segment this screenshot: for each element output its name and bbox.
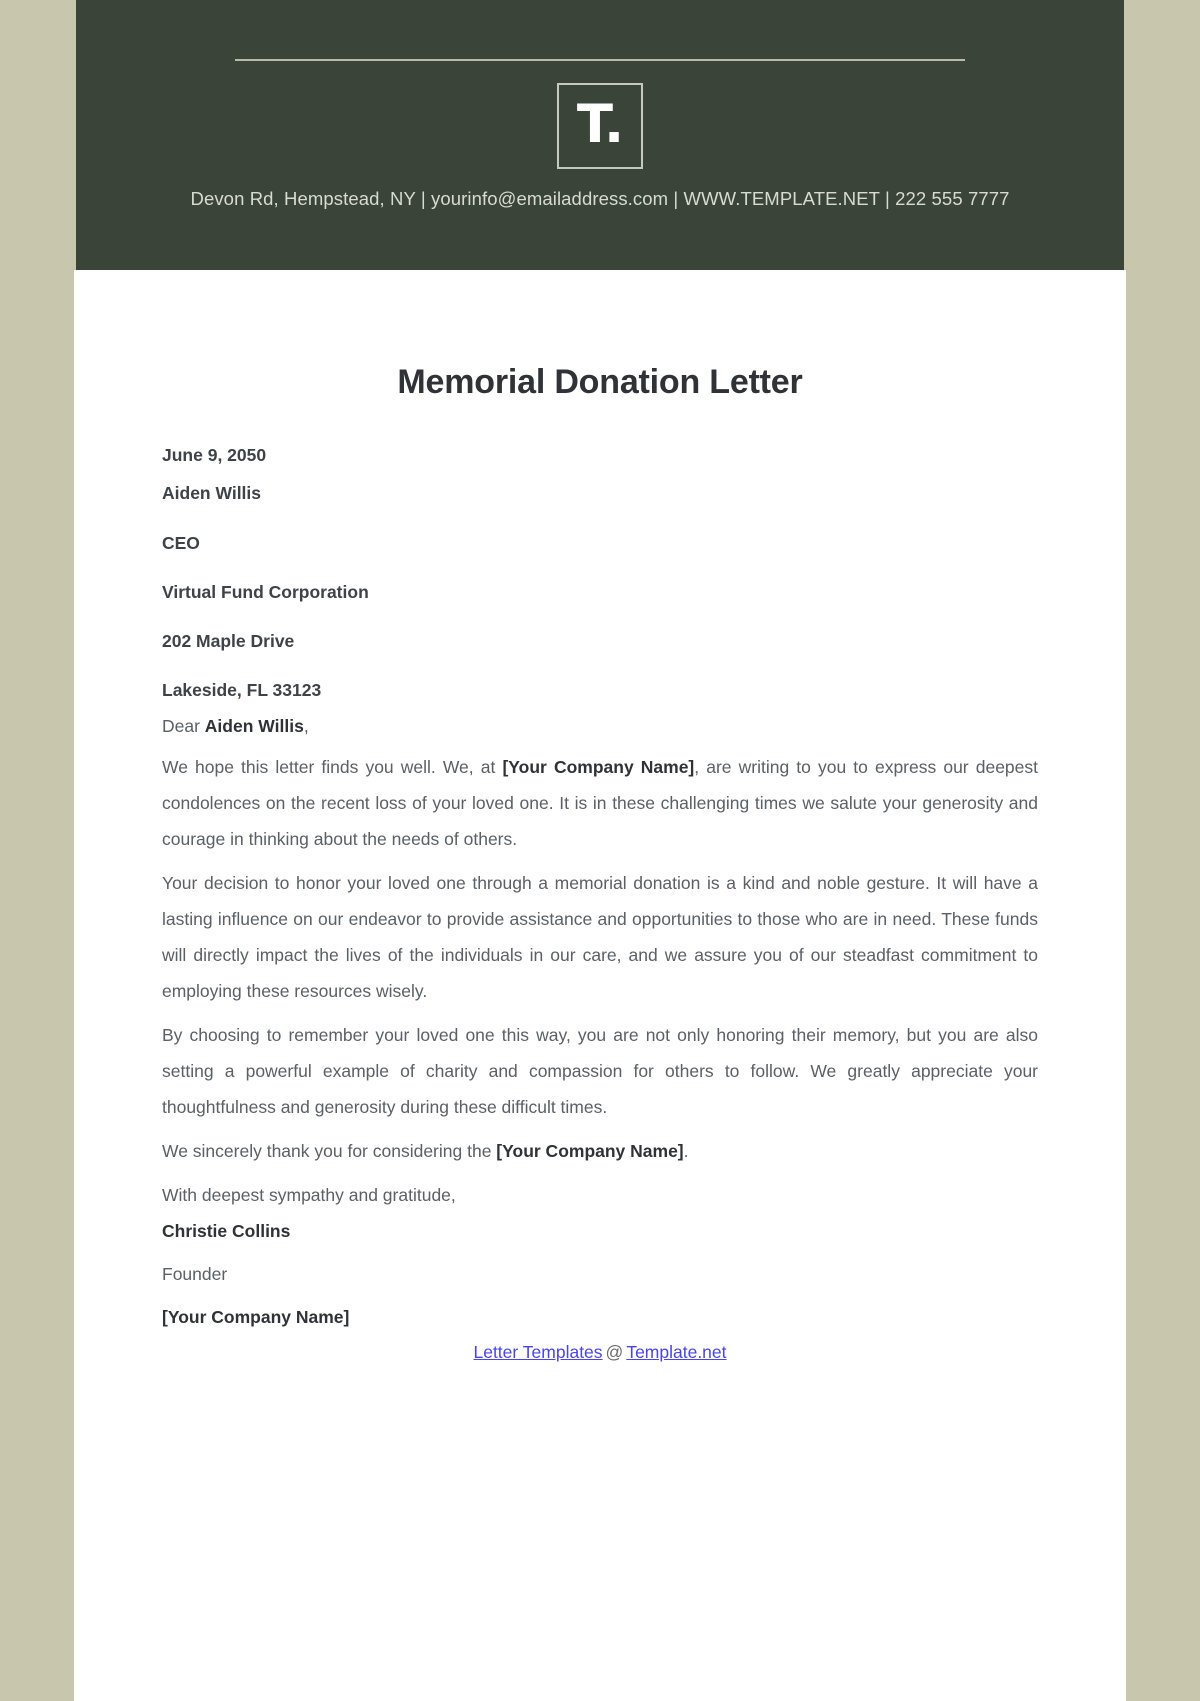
header-divider-rule <box>235 59 965 61</box>
letter-body <box>74 270 1126 1363</box>
recipient-job-title: CEO <box>162 532 200 553</box>
paragraph-text: , are writing to you to express our deepest condolences on the recent loss of your loved one. It is in these challenging times we salute your generosity and courage in thinking about the needs of others. <box>162 756 1039 849</box>
letterhead-header <box>74 0 1126 270</box>
letter-templates-link[interactable]: Letter Templates <box>473 1341 603 1362</box>
recipient-street: 202 Maple Drive <box>162 631 295 651</box>
page-title: Memorial Donation Letter <box>397 363 803 401</box>
letter-paragraph <box>162 1133 1038 1169</box>
document-page <box>74 0 1126 1701</box>
brand-logo <box>557 83 643 169</box>
paragraph-emphasis: [Your Company Name] <box>496 1140 684 1161</box>
paragraph-text: Your decision to honor your loved one through a memorial donation is a kind and noble gesture. It will have a lasting influence on our endeavor to provide assistance and opportunities to those who are in need. These funds will directly impact the lives of the individuals in our care, and we assure you of our steadfast commitment to employing these resources wisely. <box>162 872 1038 1001</box>
salutation-name: Aiden Willis <box>204 715 304 736</box>
letter-paragraph <box>162 749 1038 857</box>
salutation-line <box>162 716 1038 737</box>
signature-role: Founder <box>162 1263 228 1284</box>
letter-paragraph <box>162 1177 1038 1213</box>
footer-credit <box>162 1328 1038 1363</box>
recipient-name: Aiden Willis <box>162 483 262 504</box>
letter-date: June 9, 2050 <box>162 445 267 465</box>
signature-company: [Your Company Name] <box>162 1306 350 1327</box>
letter-paragraph <box>162 865 1038 1009</box>
footer-separator: @ <box>605 1341 624 1362</box>
paragraph-emphasis: [Your Company Name] <box>502 756 695 777</box>
letter-paragraphs <box>162 749 1038 1213</box>
paragraph-text: We hope this letter finds you well. We, at <box>162 756 503 777</box>
recipient-city-state-zip: Lakeside, FL 33123 <box>162 680 322 701</box>
template-net-link[interactable]: Template.net <box>626 1341 727 1362</box>
paragraph-text: We sincerely thank you for considering the <box>162 1140 497 1161</box>
template-logo-icon: T. <box>576 94 624 155</box>
salutation-prefix: Dear <box>162 715 205 736</box>
letter-paragraph <box>162 1017 1038 1125</box>
salutation-suffix: , <box>303 715 309 736</box>
header-contact-info: Devon Rd, Hempstead, NY | yourinfo@emailaddress.com | WWW.TEMPLATE.NET | 222 555 7777 <box>190 188 1010 209</box>
paragraph-text: With deepest sympathy and gratitude, <box>162 1184 456 1205</box>
signature-name: Christie Collins <box>162 1220 291 1241</box>
paragraph-text: . <box>683 1140 689 1161</box>
recipient-block <box>162 442 1038 704</box>
paragraph-text: By choosing to remember your loved one this way, you are not only honoring their memory, but you are also setting a powerful example of charity and compassion for others to follow. We greatly appreciate your thoughtfulness and generosity during these difficult times. <box>162 1024 1038 1117</box>
recipient-company: Virtual Fund Corporation <box>162 581 369 602</box>
